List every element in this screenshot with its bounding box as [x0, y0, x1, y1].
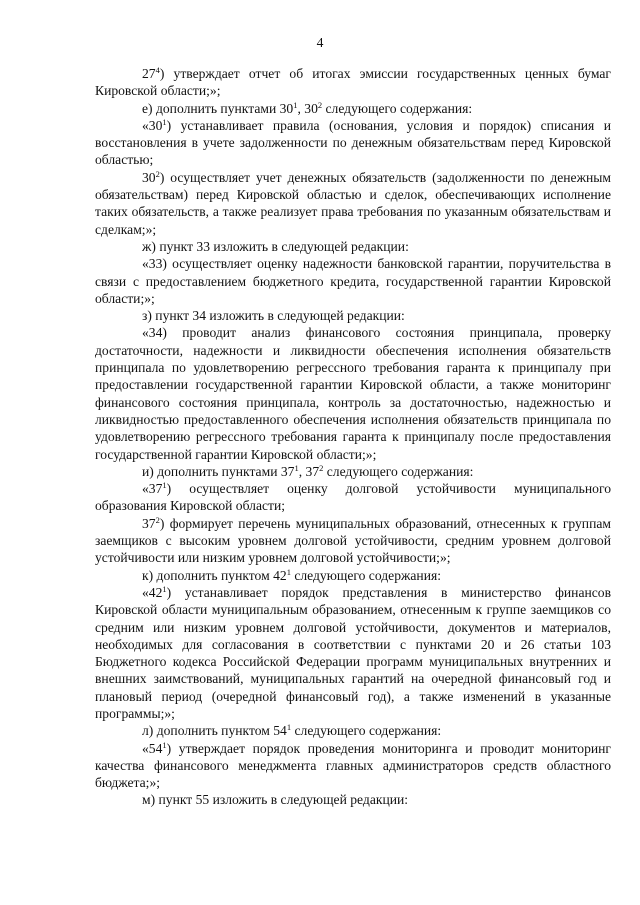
paragraph: л) дополнить пунктом $54^1$ следующего содержания: — [142, 722, 442, 739]
paragraph: з) пункт 34 изложить в следующей редакции: — [142, 308, 405, 324]
paragraph: и) дополнить пунктами $37^1$, $37^2$ следующего содержания: — [142, 462, 474, 479]
paragraph: «33) осуществляет оценку надежности банковской гарантии, поручительства в связи с предоставлением бюджетного кредита, государственной гарантии Кировской области;»; — [95, 256, 611, 306]
paragraph: $37^2$) формирует перечень муниципальных образований, отнесенных к группам заемщиков с высоким уровнем долговой устойчивости, средним уровнем долговой устойчивости или низким уровнем долговой устойчивости;»; — [95, 514, 611, 566]
page-number: 4 — [316, 35, 324, 50]
document-body — [95, 65, 611, 809]
paragraph: «$42^1$) устанавливает порядок представления в министерство финансов Кировской области муниципальным образованием, отнесенным к группе заемщиков со средним или низким уровнем долговой устойчивости, документов и материалов, необходимых для согласования в соответствии с пунктами 20 и 26 статьи 103 Бюджетного кодекса Российской Федерации программ муниципальных внутренних и внешних заимствований, муниципальных гарантий на очередной финансовый год и плановый период (очередной финансовый год), а также изменений в указанные программы;»; — [95, 583, 611, 721]
paragraph: «$54^1$) утверждает порядок проведения мониторинга и проводит мониторинг качества финансового менеджмента главных администраторов средств областного бюджета;»; — [95, 739, 611, 791]
paragraph: «$37^1$) осуществляет оценку долговой устойчивости муниципального образования Кировской области; — [95, 480, 611, 514]
paragraph: е) дополнить пунктами $30^1$, $30^2$ следующего содержания: — [142, 99, 473, 116]
paragraph: «$30^1$) устанавливает правила (основания, условия и порядок) списания и восстановления в учете задолженности по денежным обязательствам перед Кировской областью; — [95, 116, 611, 168]
paragraph: к) дополнить пунктом $42^1$ следующего содержания: — [142, 566, 441, 583]
paragraph: м) пункт 55 изложить в следующей редакции: — [142, 792, 409, 808]
paragraph: $27^4$) утверждает отчет об итогах эмиссии государственных ценных бумаг Кировской области;»; — [95, 65, 611, 99]
paragraph: «34) проводит анализ финансового состояния принципала, проверку достаточности, надежности и ликвидности обеспечения исполнения обязательств принципала по удовлетворению регрессного требования гаранта к принципалу при предоставлении государственной гарантии Кировской области, а также мониторинг финансового состояния принципала, контроль за достаточностью, надежностью и ликвидностью предоставленного обеспечения исполнения обязательств принципала по удовлетворению регрессного требования гаранта к принципалу после предоставления государственной гарантии Кировской области;»; — [95, 325, 611, 462]
paragraph: ж) пункт 33 изложить в следующей редакции: — [142, 238, 409, 254]
paragraph: $30^2$) осуществляет учет денежных обязательств (задолженности по денежным обязательствам) перед Кировской областью и сделок, обеспечивающих исполнение таких обязательств, а также реализует права требования по указанным обязательствам и сделкам;»; — [95, 168, 611, 237]
